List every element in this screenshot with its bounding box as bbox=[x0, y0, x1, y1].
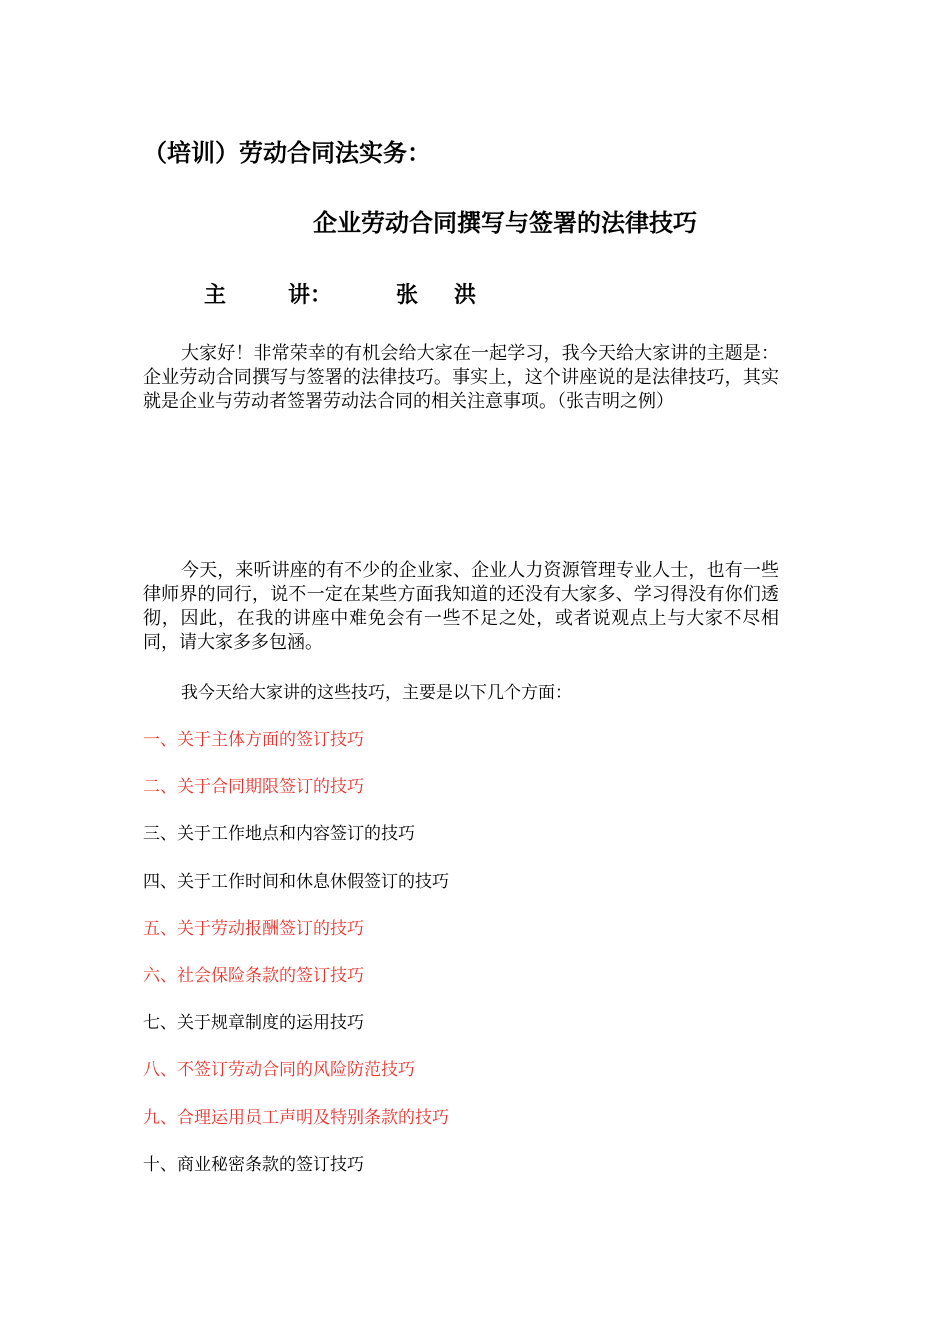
speaker-name-2: 洪 bbox=[454, 283, 477, 308]
speaker-name-1: 张 bbox=[396, 283, 419, 308]
topic-item: 七、关于规章制度的运用技巧 bbox=[143, 1013, 364, 1034]
topic-item: 四、关于工作时间和休息休假签订的技巧 bbox=[143, 871, 449, 892]
speaker-label-2: 讲： bbox=[288, 283, 333, 308]
topic-list bbox=[143, 726, 449, 1198]
topics-intro: 我今天给大家讲的这些技巧，主要是以下几个方面： bbox=[181, 683, 572, 703]
paragraph-greeting: 大家好！非常荣幸的有机会给大家在一起学习，我今天给大家讲的主题是：企业劳动合同撰写与签署的法律技巧。事实上，这个讲座说的是法律技巧，其实就是企业与劳动者签署劳动法合同的相关注意事项。（张吉明之例） bbox=[143, 343, 779, 412]
topic-item: 九、合理运用员工声明及特别条款的技巧 bbox=[143, 1107, 449, 1128]
paragraph-audience: 今天，来听讲座的有不少的企业家、企业人力资源管理专业人士，也有一些律师界的同行，说不一定在某些方面我知道的还没有大家多、学习得没有你们透彻，因此，在我的讲座中难免会有一些不足之处，或者说观点上与大家不尽相同，请大家多多包涵。 bbox=[143, 560, 779, 653]
speaker-label-1: 主 bbox=[204, 283, 227, 308]
topic-item: 三、关于工作地点和内容签订的技巧 bbox=[143, 824, 415, 845]
topic-item: 五、关于劳动报酬签订的技巧 bbox=[143, 918, 364, 939]
document-title: （培训）劳动合同法实务： bbox=[143, 139, 431, 167]
topic-item: 二、关于合同期限签订的技巧 bbox=[143, 777, 364, 798]
topic-item: 一、关于主体方面的签订技巧 bbox=[143, 730, 364, 750]
topic-item: 六、社会保险条款的签订技巧 bbox=[143, 965, 364, 986]
document-subtitle: 企业劳动合同撰写与签署的法律技巧 bbox=[313, 209, 697, 237]
topic-item: 十、商业秘密条款的签订技巧 bbox=[143, 1154, 364, 1175]
topic-item: 八、不签订劳动合同的风险防范技巧 bbox=[143, 1060, 415, 1081]
